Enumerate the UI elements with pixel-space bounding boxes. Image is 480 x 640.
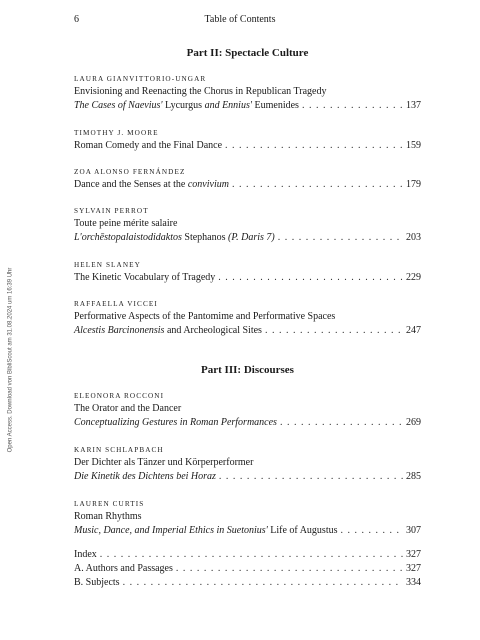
- dot-leader: [219, 470, 403, 484]
- chapter-subtitle-line: [74, 99, 421, 113]
- page-ref[interactable]: 179: [406, 179, 421, 190]
- index-label: B. Subjects: [74, 577, 120, 588]
- running-header: Table of Contents: [204, 14, 276, 25]
- chapter-subtitle-line: [74, 470, 421, 484]
- chapter-title-line: [74, 271, 421, 285]
- page-ref[interactable]: 229: [406, 272, 421, 283]
- dot-leader: [265, 324, 403, 338]
- chapter-subtitle: Die Kinetik des Dichtens bei Horaz: [74, 471, 216, 482]
- part-title-3: Part III: Discourses: [201, 364, 294, 376]
- toc-entry[interactable]: [74, 128, 421, 153]
- page-ref[interactable]: 327: [406, 563, 421, 574]
- chapter-subtitle: Music, Dance, and Imperial Ethics in Suetonius' Life of Augustus: [74, 525, 338, 536]
- chapter-title: The Orator and the Dancer: [74, 403, 182, 414]
- toc-entry[interactable]: [74, 167, 421, 192]
- page-ref[interactable]: 307: [406, 525, 421, 536]
- page-ref[interactable]: 327: [406, 549, 421, 560]
- chapter-subtitle-line: [74, 524, 421, 538]
- part-title-2: Part II: Spectacle Culture: [186, 47, 309, 59]
- page-number: 6: [74, 14, 79, 25]
- author-name: TIMOTHY J. MOORE: [74, 129, 159, 137]
- toc-entry[interactable]: [74, 74, 421, 113]
- page-ref[interactable]: 137: [406, 100, 421, 111]
- dot-leader: [232, 178, 403, 192]
- page-ref[interactable]: 334: [406, 577, 421, 588]
- chapter-subtitle: Alcestis Barcinonensis and Archeological Sites: [74, 325, 262, 336]
- page-ref[interactable]: 203: [406, 232, 421, 243]
- chapter-title: Der Dichter als Tänzer und Körperperformer: [74, 457, 254, 468]
- dot-leader: [225, 139, 403, 153]
- index-entry[interactable]: [74, 548, 421, 562]
- index-entry[interactable]: [74, 576, 421, 590]
- dot-leader: [176, 562, 403, 576]
- chapter-subtitle-line: [74, 324, 421, 338]
- dot-leader: [218, 271, 403, 285]
- chapter-subtitle-line: [74, 416, 421, 430]
- chapter-title-line: [74, 178, 421, 192]
- page-ref[interactable]: 285: [406, 471, 421, 482]
- index-list: [74, 548, 421, 590]
- chapter-title: Toute peine mérite salaire: [74, 218, 178, 229]
- dot-leader: [278, 231, 403, 245]
- author-name: RAFFAELLA VICCEI: [74, 300, 158, 308]
- index-label: Index: [74, 549, 97, 560]
- page-ref[interactable]: 247: [406, 325, 421, 336]
- chapter-title: Roman Rhythms: [74, 511, 142, 522]
- page-ref[interactable]: 159: [406, 140, 421, 151]
- author-name: LAUREN CURTIS: [74, 500, 145, 508]
- toc-entry[interactable]: [74, 499, 421, 538]
- chapter-title: Roman Comedy and the Final Dance: [74, 140, 223, 151]
- author-name: KARIN SCHLAPBACH: [74, 446, 164, 454]
- author-name: SYLVAIN PERROT: [74, 207, 149, 215]
- dot-leader: [280, 416, 403, 430]
- dot-leader: [100, 548, 403, 562]
- chapter-title: Dance and the Senses at the convivium: [74, 179, 229, 190]
- dot-leader: [341, 524, 404, 538]
- chapter-subtitle: Conceptualizing Gestures in Roman Performances: [74, 417, 277, 428]
- dot-leader: [302, 99, 403, 113]
- chapter-title-line: [74, 139, 421, 153]
- dot-leader: [123, 576, 403, 590]
- author-name: ELEONORA ROCCONI: [74, 392, 165, 400]
- chapter-subtitle: L'orchēstopalaistodidaktos Stephanos (P. Daris 7): [74, 232, 275, 243]
- toc-entry[interactable]: [74, 445, 421, 484]
- chapter-title: Envisioning and Reenacting the Chorus in Republican Tragedy: [74, 86, 327, 97]
- author-name: ZOA ALONSO FERNÁNDEZ: [74, 168, 186, 176]
- side-note: [2, 190, 18, 530]
- chapter-subtitle-line: [74, 231, 421, 245]
- chapter-title: The Kinetic Vocabulary of Tragedy: [74, 272, 216, 283]
- toc-entry[interactable]: [74, 260, 421, 285]
- page-ref[interactable]: 269: [406, 417, 421, 428]
- index-entry[interactable]: [74, 562, 421, 576]
- toc-entry[interactable]: [74, 206, 421, 245]
- toc-entry[interactable]: [74, 391, 421, 430]
- author-name: LAURA GIANVITTORIO-UNGAR: [74, 75, 207, 83]
- index-label: A. Authors and Passages: [74, 563, 173, 574]
- download-note: Open Access. Download von BibliScout am 31.08.2024 um 16:39 Uhr: [7, 267, 13, 453]
- author-name: HELEN SLANEY: [74, 261, 141, 269]
- chapter-subtitle: The Cases of Naevius' Lycurgus and Ennius' Eumenides: [74, 100, 299, 111]
- chapter-title: Performative Aspects of the Pantomime and Performative Spaces: [74, 311, 336, 322]
- toc-entry[interactable]: [74, 299, 421, 338]
